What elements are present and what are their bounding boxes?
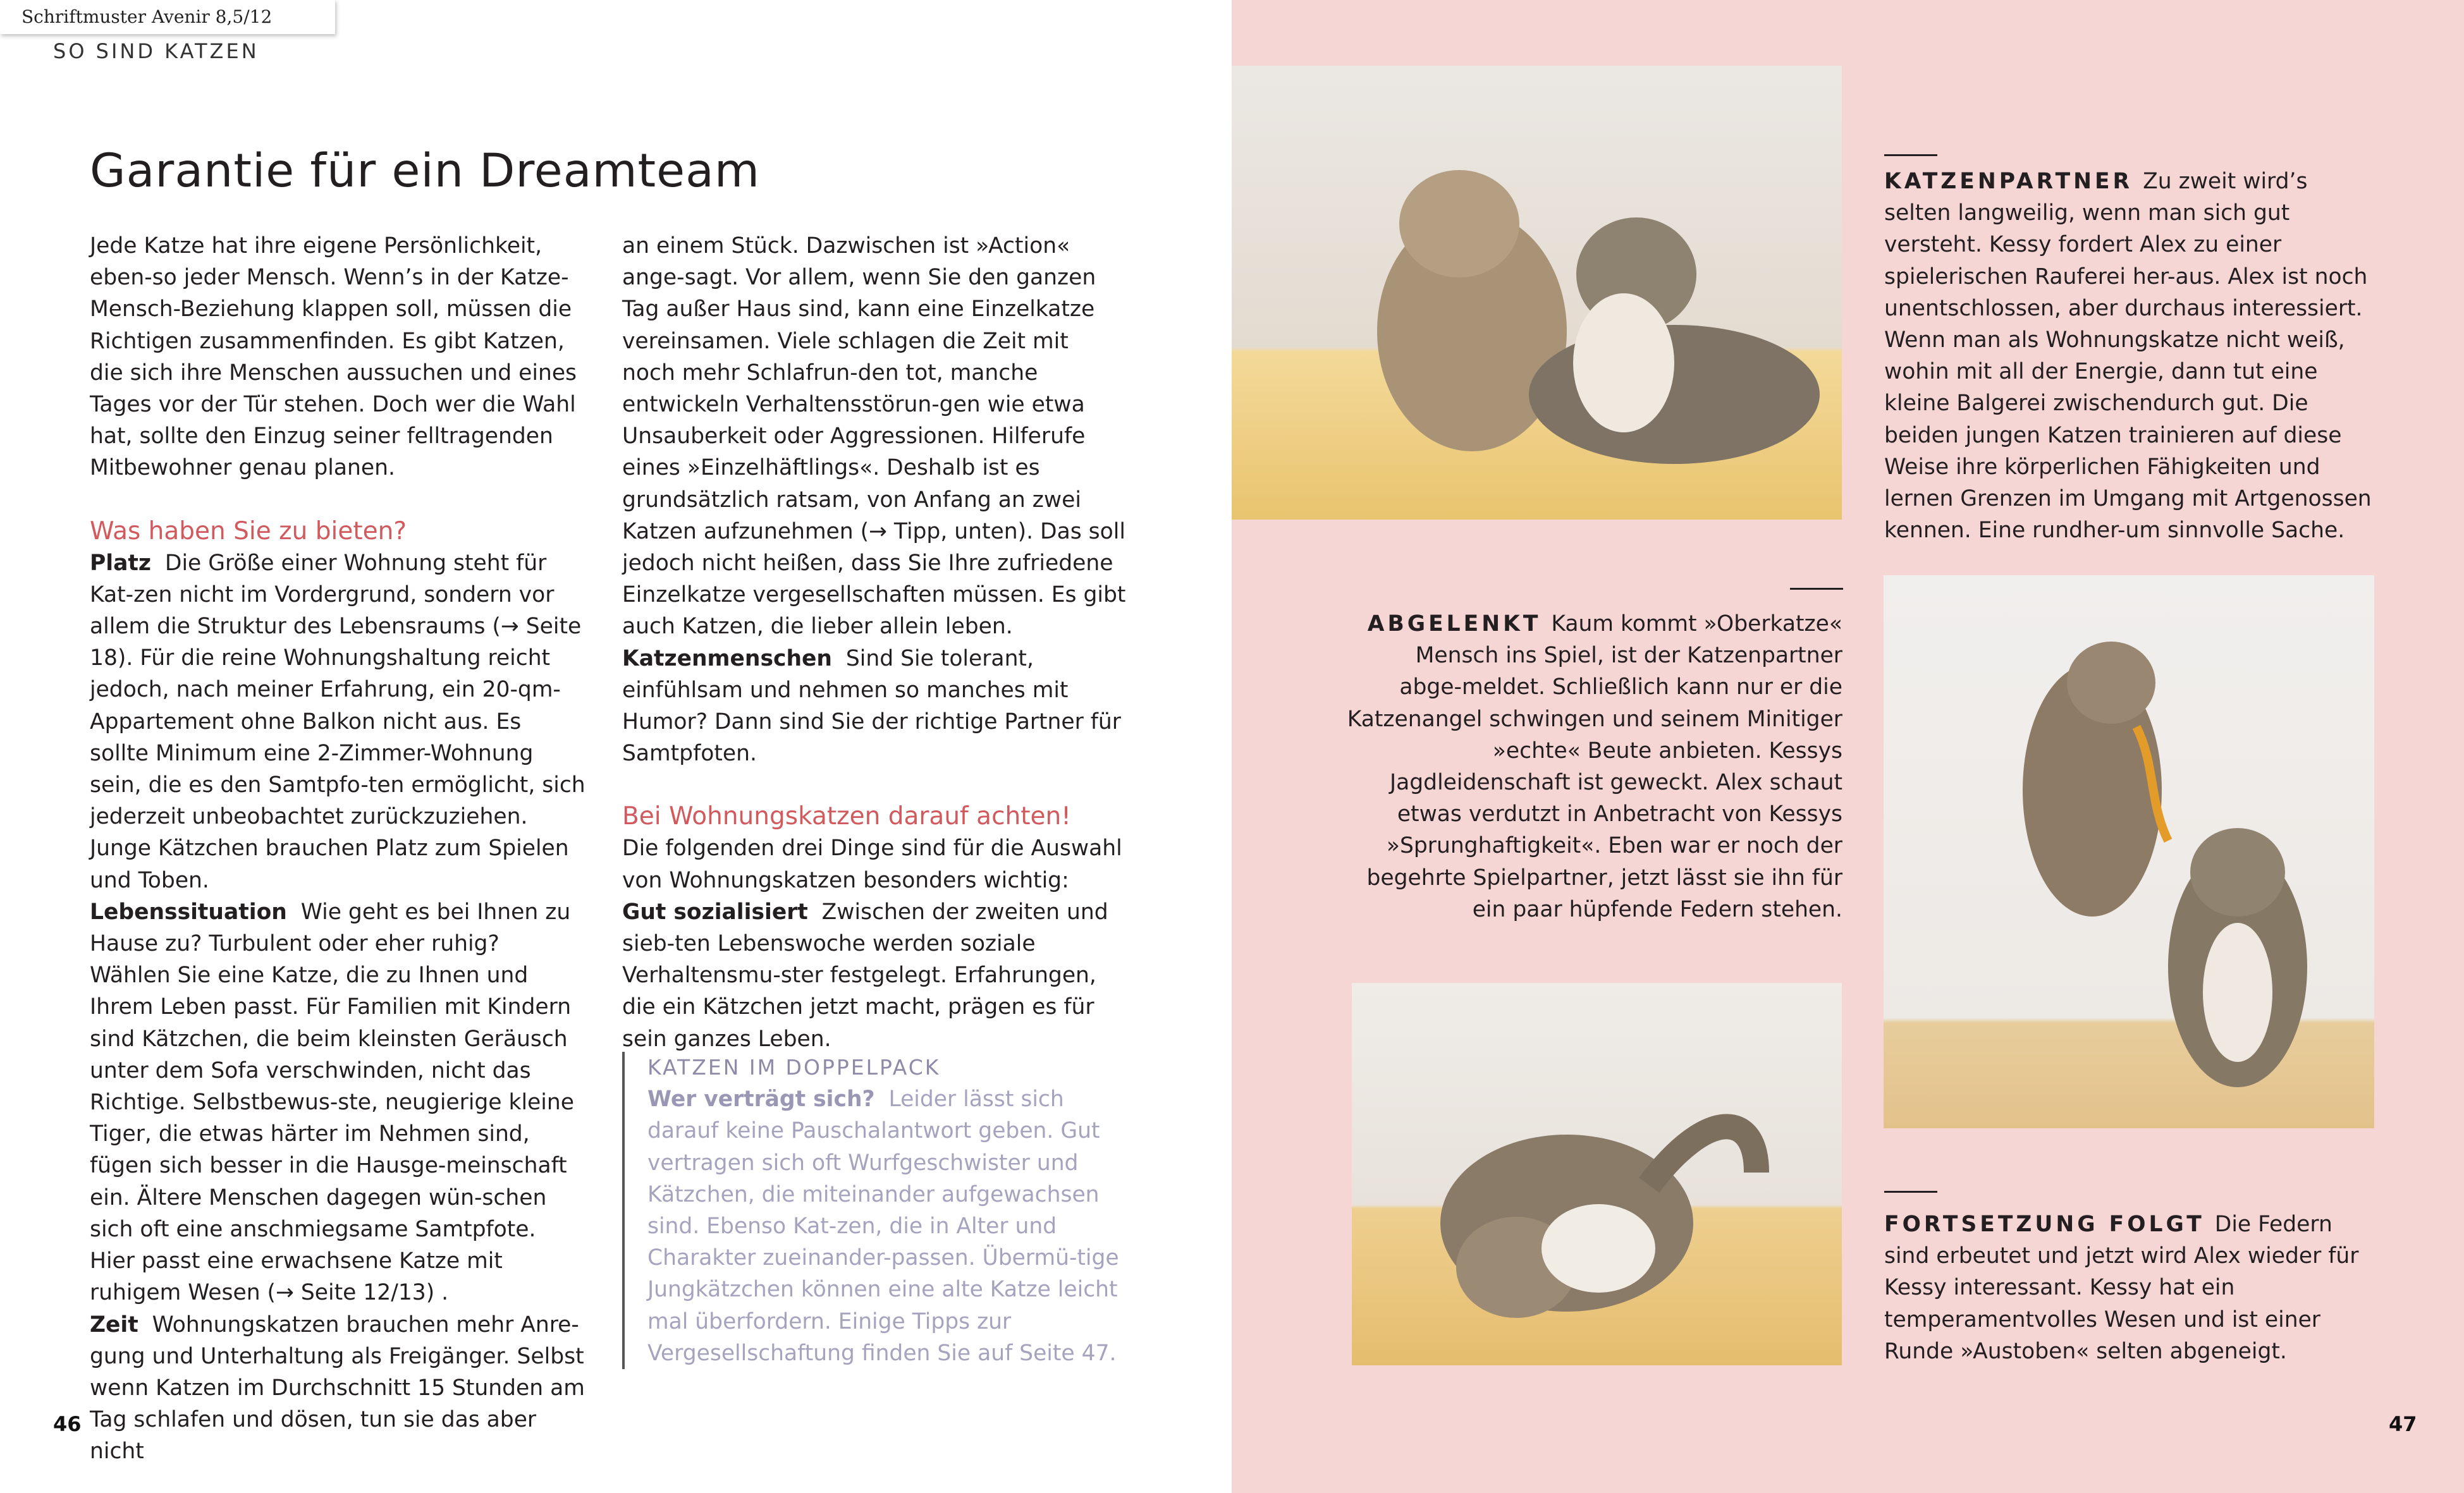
lead-gut-sozialisiert: Gut sozialisiert bbox=[622, 899, 808, 925]
caption-katzenpartner bbox=[1884, 166, 2377, 546]
lead-lebenssituation: Lebenssituation bbox=[90, 899, 287, 925]
caption-fortsetzung-head: FORTSETZUNG FOLGT bbox=[1884, 1212, 2205, 1237]
text-zeit: Wohnungskatzen brauchen mehr Anre-gung und Unterhaltung als Freigänger. Selbst wenn Katzen im Durchschnitt 15 Stunden am Tag schlafen und dösen, tun sie das aber nicht bbox=[90, 1312, 585, 1465]
page-number-right: 47 bbox=[2389, 1412, 2417, 1436]
lead-platz: Platz bbox=[90, 550, 151, 576]
tip-box-lead: Wer verträgt sich? bbox=[647, 1087, 875, 1112]
section-header: SO SIND KATZEN bbox=[53, 39, 259, 63]
font-sample-tag: Schriftmuster Avenir 8,5/12 bbox=[0, 0, 335, 34]
caption-rule-3 bbox=[1884, 1191, 1937, 1193]
text-column-1 bbox=[90, 230, 586, 1468]
intro-paragraph: Jede Katze hat ihre eigene Persönlichkeit, eben-so jeder Mensch. Wenn’s in der Katze-Mensch-Beziehung klappen soll, müssen die Richtigen zusammenfinden. Es gibt Katzen, die sich ihre Menschen aussuchen und eines Tages vor der Tür stehen. Doch wer die Wahl hat, sollte den Einzug seiner felltragenden Mitbewohner genau planen. bbox=[90, 233, 577, 481]
text-katzenmenschen: Sind Sie tolerant, einfühlsam und nehmen so manches mit Humor? Dann sind Sie der richtige Partner für Samtpfoten. bbox=[622, 645, 1121, 767]
tip-box-body bbox=[647, 1083, 1134, 1369]
paragraph-katzenmenschen bbox=[622, 643, 1128, 770]
caption-fortsetzung-text: Die Federn sind erbeutet und jetzt wird Alex wieder für Kessy interessant. Kessy hat ein temperamentvolles Wesen und ist einer Runde »Austoben« selten abgeneigt. bbox=[1884, 1212, 2359, 1364]
lead-zeit: Zeit bbox=[90, 1312, 138, 1338]
text-lebenssituation: Wie geht es bei Ihnen zu Hause zu? Turbulent oder eher ruhig? Wählen Sie eine Katze, die zu Ihnen und Ihrem Leben passt. Für Familien mit Kindern sind Kätzchen, die beim kleinsten Geräusch unter dem Sofa verschwinden, nicht das Richtige. Selbstbewus-ste, neugierige kleine Tiger, die etwas härter im Nehmen sind, fügen sich besser in die Hausge-meinschaft ein. Ältere Menschen dagegen wün-schen sich oft eine anschmiegsame Samtpfote. Hier passt eine erwachsene Katze mit ruhigem Wesen (→ Seite 12/13) . bbox=[90, 899, 574, 1306]
photo-cats-wrestling bbox=[1352, 983, 1842, 1365]
subheading-what-to-offer: Was haben Sie zu bieten? bbox=[90, 516, 407, 545]
caption-katzenpartner-head: KATZENPARTNER bbox=[1884, 169, 2133, 194]
text-gut-sozialisiert: Zwischen der zweiten und sieb-ten Lebenswoche werden soziale Verhaltensmu-ster festgelegt. Erfahrungen, die ein Kätzchen jetzt macht, prägen es für sein ganzes Leben. bbox=[622, 899, 1108, 1052]
caption-abgelenkt-head: ABGELENKT bbox=[1367, 611, 1542, 637]
paragraph-three-things: Die folgenden drei Dinge sind für die Auswahl von Wohnungskatzen besonders wichtig: bbox=[622, 836, 1122, 893]
caption-katzenpartner-text: Zu zweit wird’s selten langweilig, wenn man sich gut versteht. Kessy fordert Alex zu einer spielerischen Rauferei her-aus. Alex ist noch unentschlossen, aber durchaus interessiert. Wenn man als Wohnungskatze nicht weiß, wohin mit all der Energie, dann tut eine kleine Balgerei zwischendurch gut. Die beiden jungen Katzen trainieren auf diese Weise ihre körperlichen Fähigkeiten und lernen Grenzen im Umgang mit Artgenossen kennen. Eine rundher-um sinnvolle Sache. bbox=[1884, 169, 2372, 544]
paragraph-continued: an einem Stück. Dazwischen ist »Action« ange-sagt. Vor allem, wenn Sie den ganzen Tag außer Haus sind, kann eine Einzelkatze vereinsamen. Viele schlagen die Zeit mit noch mehr Schlafrun-den tot, manche entwickeln Verhaltensstörun-gen wie etwa Unsauberkeit oder Aggressionen. Hilferufe eines »Einzelhäftlings«. Deshalb ist es grundsätzlich ratsam, von Anfang an zwei Katzen aufzunehmen (→ Tipp, unten). Das soll jedoch nicht heißen, dass Sie Ihre zufriedene Einzelkatze vergesellschaften müssen. Es gibt auch Katzen, die lieber allein leben. bbox=[622, 233, 1126, 640]
photo-cats-playing bbox=[1232, 66, 1842, 520]
caption-rule-2 bbox=[1790, 588, 1843, 590]
paragraph-gut-sozialisiert bbox=[622, 896, 1128, 1055]
page-title: Garantie für ein Dreamteam bbox=[90, 144, 760, 198]
caption-abgelenkt bbox=[1347, 608, 1842, 925]
caption-fortsetzung bbox=[1884, 1209, 2377, 1367]
lead-katzenmenschen: Katzenmenschen bbox=[622, 645, 832, 671]
caption-rule-1 bbox=[1884, 154, 1937, 156]
paragraph-zeit bbox=[90, 1309, 586, 1468]
subheading-indoor-cats: Bei Wohnungskatzen darauf achten! bbox=[622, 802, 1071, 831]
caption-abgelenkt-text: Kaum kommt »Oberkatze« Mensch ins Spiel, ist der Katzenpartner abge-meldet. Schließlich kann nur er die Katzenangel schwingen und seinem Minitiger »echte« Beute anbieten. Kessys Jagdleidenschaft ist geweckt. Alex schaut etwas verdutzt in Anbetracht von Kessys »Sprunghaftigkeit«. Eben war er noch der begehrte Spielpartner, jetzt lässt sie ihn für ein paar hüpfende Federn stehen. bbox=[1347, 611, 1842, 922]
page-number-left: 46 bbox=[53, 1412, 82, 1436]
text-platz: Die Größe einer Wohnung steht für Kat-zen nicht im Vordergrund, sondern vor allem die Struktur des Lebensraums (→ Seite 18). Für die reine Wohnungshaltung reicht jedoch, nach meiner Erfahrung, ein 20-qm-Appartement ohne Balkon nicht aus. Es sollte Minimum eine 2-Zimmer-Wohnung sein, die es den Samtpfo-ten ermöglicht, sich jederzeit unbeobachtet zurückzuziehen. Junge Kätzchen brauchen Platz zum Spielen und Toben. bbox=[90, 550, 585, 893]
paragraph-lebenssituation bbox=[90, 896, 586, 1309]
photo-cat-jumping bbox=[1884, 575, 2374, 1128]
tip-box bbox=[622, 1052, 1134, 1369]
tip-box-title: KATZEN IM DOPPELPACK bbox=[647, 1055, 941, 1080]
paragraph-platz bbox=[90, 547, 586, 896]
tip-box-text: Leider lässt sich darauf keine Pauschalantwort geben. Gut vertragen sich oft Wurfgeschwister und Kätzchen, die miteinander aufgewachsen sind. Ebenso Kat-zen, die in Alter und Charakter zueinander-passen. Übermü-tige Jungkätzchen können eine alte Katze leicht mal überfordern. Einige Tipps zur Vergesellschaftung finden Sie auf Seite 47. bbox=[647, 1087, 1119, 1366]
text-column-2 bbox=[622, 230, 1128, 1055]
